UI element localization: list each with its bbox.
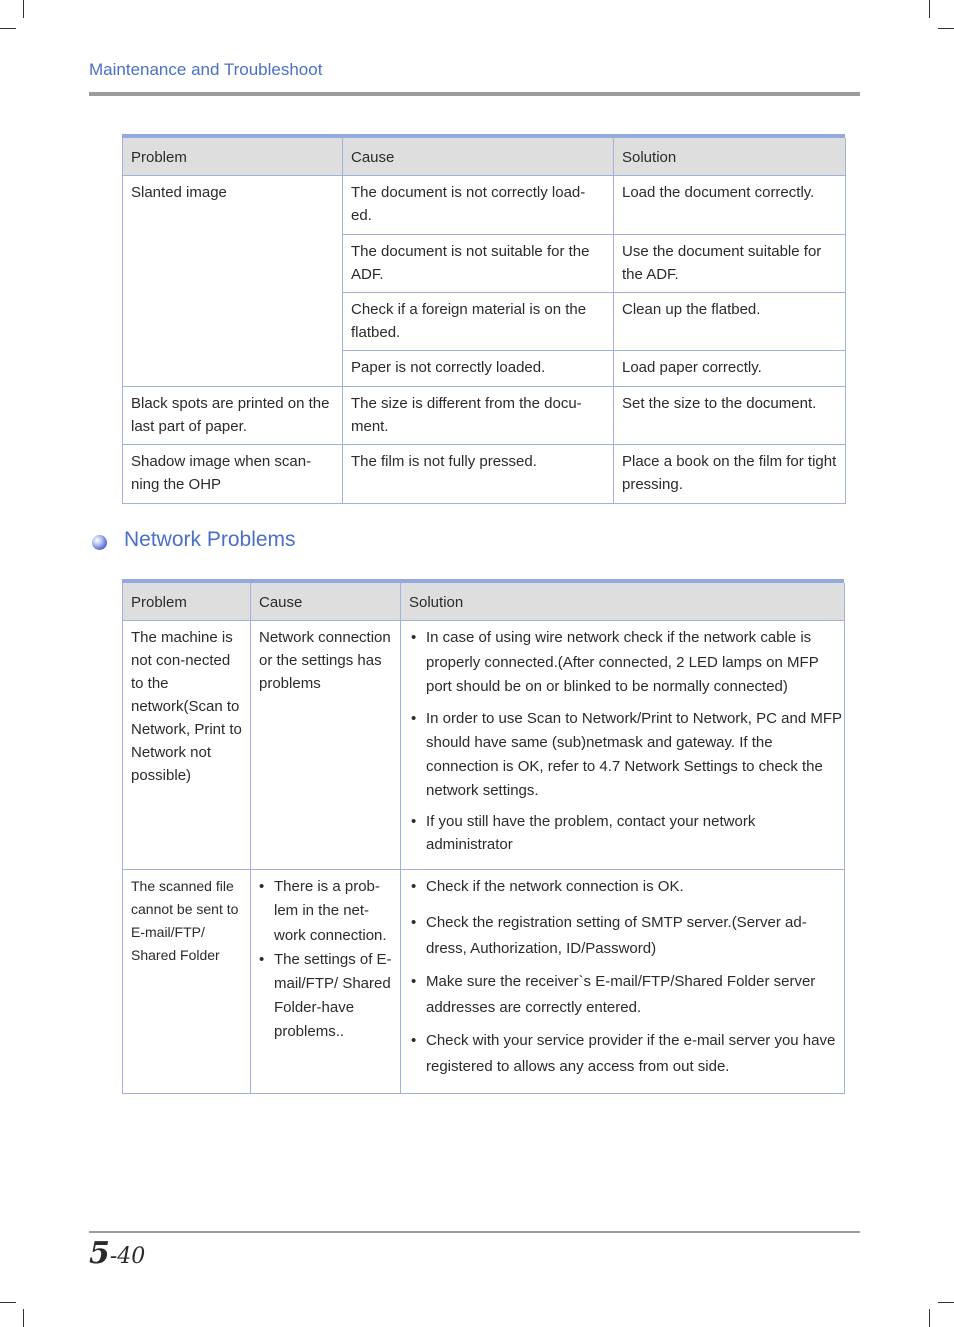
crop-mark [929, 0, 930, 18]
bullet-sphere-icon [92, 535, 107, 550]
problem-cell: The scanned file cannot be sent to E-mail/FTP/ Shared Folder [123, 869, 251, 1093]
solution-item: • Make sure the receiver`s E-mail/FTP/Shared Folder server addresses are correctly entered. [407, 969, 842, 1021]
cause-item: • There is a prob-lem in the net-work connection. [257, 875, 396, 949]
solution-cell [401, 621, 845, 870]
problem-cell: Shadow image when scan-ning the OHP [123, 445, 343, 504]
problem-cell: Black spots are printed on the last part of paper. [123, 387, 343, 445]
table-row [123, 387, 846, 445]
solution-item: • In order to use Scan to Network/Print to Network, PC and MFP should have same (sub)netmask and gateway. If the connection is OK, refer to 4.7 Network Settings to check the network settings. [407, 707, 842, 803]
crop-mark [23, 0, 24, 18]
crop-mark [938, 28, 954, 29]
solution-cell: Load the document correctly. [614, 176, 846, 235]
table-row [123, 869, 845, 1093]
solution-item: • Check with your service provider if the e-mail server you have registered to allows any access from out side. [407, 1028, 842, 1080]
running-header: Maintenance and Troubleshoot [89, 60, 323, 79]
problem-cell: Slanted image [123, 176, 343, 387]
section-title: Network Problems [124, 528, 296, 551]
troubleshoot-table [122, 138, 846, 504]
problem-cell: The machine is not con-nected to the network(Scan to Network, Print to Network not possible) [123, 621, 251, 870]
solution-cell: Use the document suitable for the ADF. [614, 235, 846, 293]
column-header: Problem [123, 138, 343, 176]
cause-cell [251, 869, 401, 1093]
network-problems-table [122, 583, 845, 1094]
table-row [123, 621, 845, 870]
column-header: Cause [251, 583, 401, 621]
solution-item: • If you still have the problem, contact your network administrator [407, 810, 842, 856]
cause-cell: Network connection or the settings has problems [251, 621, 401, 870]
solution-cell: Set the size to the document. [614, 387, 846, 445]
cause-cell: The film is not fully pressed. [343, 445, 614, 504]
cause-cell: Check if a foreign material is on the flatbed. [343, 293, 614, 351]
table-row [123, 445, 846, 504]
solution-item: • Check if the network connection is OK. [407, 875, 842, 898]
cause-cell: The document is not suitable for the ADF. [343, 235, 614, 293]
cause-cell: Paper is not correctly loaded. [343, 351, 614, 387]
solution-cell [401, 869, 845, 1093]
header-rule [89, 92, 860, 96]
cause-cell: The size is different from the docu-ment. [343, 387, 614, 445]
column-header: Cause [343, 138, 614, 176]
table-header-row [123, 138, 846, 176]
crop-mark [938, 1302, 954, 1303]
crop-mark [0, 1302, 16, 1303]
solution-cell: Clean up the flatbed. [614, 293, 846, 351]
chapter-number: 5 [89, 1236, 110, 1271]
page-number [89, 1236, 145, 1271]
column-header: Solution [614, 138, 846, 176]
column-header: Solution [401, 583, 845, 621]
cause-item: • The settings of E-mail/FTP/ Shared Folder-have problems.. [257, 948, 396, 1044]
footer-rule [89, 1231, 860, 1233]
solution-cell: Place a book on the film for tight pressing. [614, 445, 846, 504]
solution-cell: Load paper correctly. [614, 351, 846, 387]
page-suffix: -40 [109, 1244, 146, 1269]
crop-mark [929, 1309, 930, 1327]
crop-mark [0, 28, 16, 29]
cause-cell: The document is not correctly load-ed. [343, 176, 614, 235]
column-header: Problem [123, 583, 251, 621]
table-row [123, 176, 846, 235]
solution-item: • Check the registration setting of SMTP server.(Server ad-dress, Authorization, ID/Password) [407, 910, 842, 962]
table-header-row [123, 583, 845, 621]
crop-mark [23, 1309, 24, 1327]
solution-item: • In case of using wire network check if the network cable is properly connected.(After connected, 2 LED lamps on MFP port should be on or blinked to be normally connected) [407, 626, 842, 700]
